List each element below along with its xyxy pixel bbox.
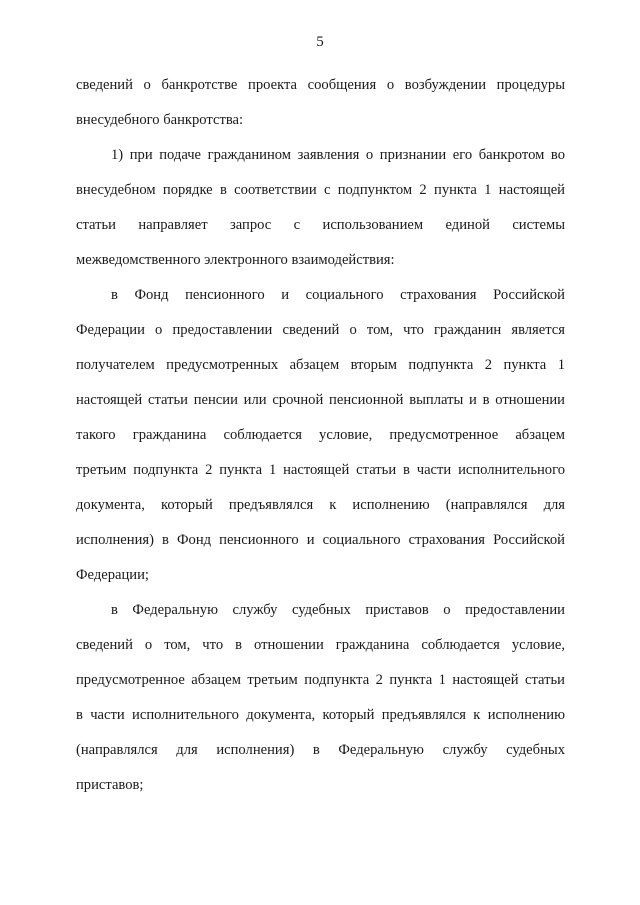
text-line: исполнения) в Фонд пенсионного и социального страхования Российской [76,532,565,548]
text-line: 1) при подаче гражданином заявления о признании его банкротом во [111,147,565,163]
text-line: в Фонд пенсионного и социального страхования Российской [111,287,565,303]
text-line: документа, который предъявлялся к исполнению (направлялся для [76,497,565,513]
text-line: получателем предусмотренных абзацем вторым подпункта 2 пункта 1 [76,357,565,373]
text-line: внесудебном порядке в соответствии с подпунктом 2 пункта 1 настоящей [76,182,565,198]
text-line: Федерации; [76,567,149,583]
text-line: статьи направляет запрос с использованием единой системы [76,217,565,233]
text-line: (направлялся для исполнения) в Федеральную службу судебных [76,742,565,758]
text-line: сведений о том, что в отношении гражданина соблюдается условие, [76,637,565,653]
text-line: предусмотренное абзацем третьим подпункта 2 пункта 1 настоящей статьи [76,672,565,688]
text-line: приставов; [76,777,144,793]
text-line: в Федеральную службу судебных приставов о предоставлении [111,602,565,618]
text-line: третьим подпункта 2 пункта 1 настоящей статьи в части исполнительного [76,462,565,478]
text-line: настоящей статьи пенсии или срочной пенсионной выплаты и в отношении [76,392,565,408]
text-line: межведомственного электронного взаимодействия: [76,252,395,268]
text-line: сведений о банкротстве проекта сообщения о возбуждении процедуры [76,77,565,93]
text-line: внесудебного банкротства: [76,112,244,128]
text-line: Федерации о предоставлении сведений о том, что гражданин является [76,322,565,338]
page-number: 5 [316,34,324,50]
text-line: в части исполнительного документа, который предъявлялся к исполнению [76,707,565,723]
text-line: такого гражданина соблюдается условие, предусмотренное абзацем [76,427,565,443]
